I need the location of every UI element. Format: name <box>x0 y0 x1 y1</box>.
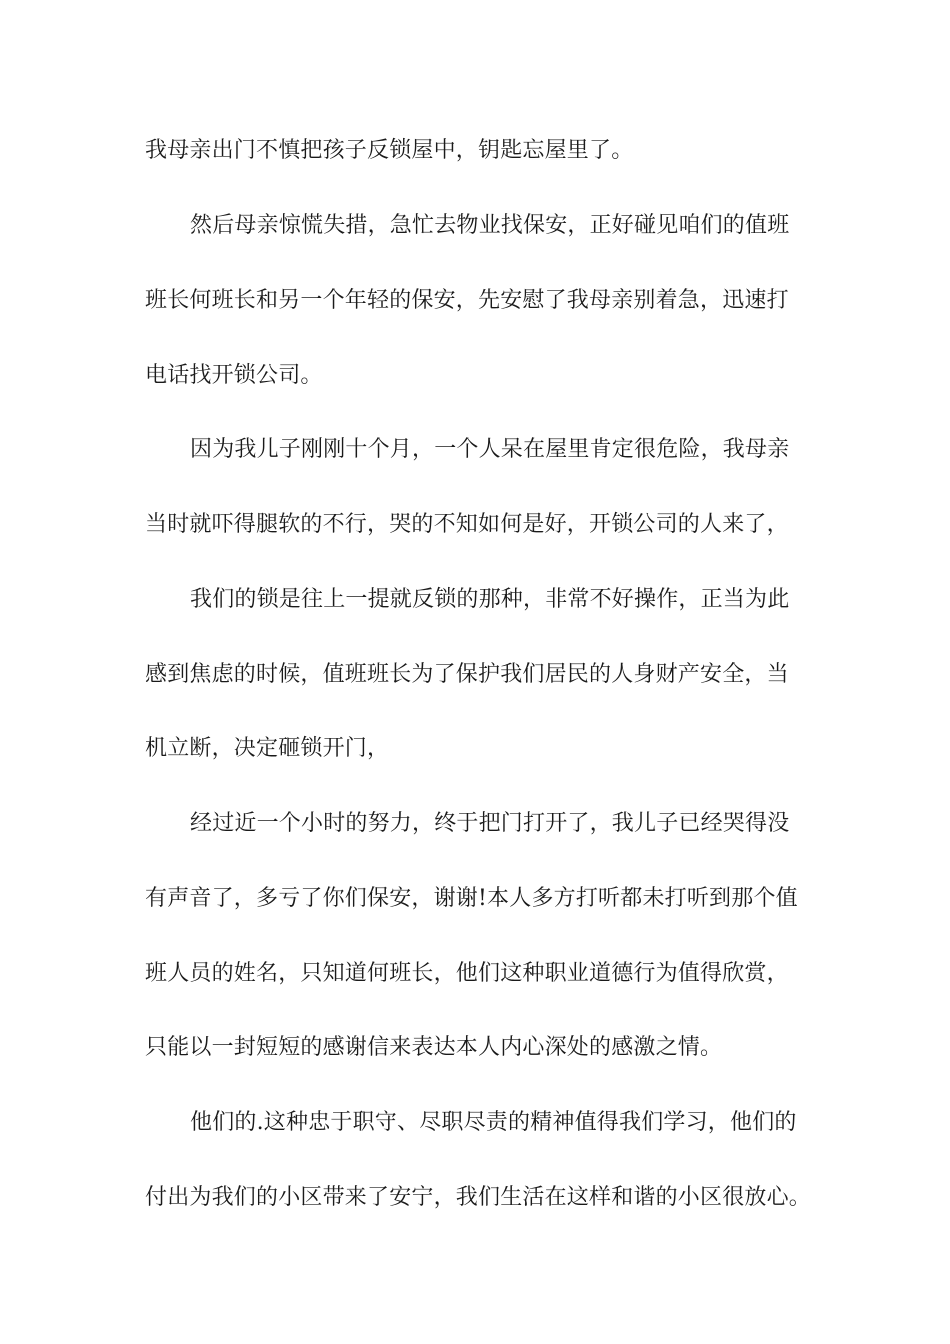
paragraph-line: 班长何班长和另一个年轻的保安，先安慰了我母亲别着急，迅速打 <box>145 288 789 313</box>
paragraph-line: 电话找开锁公司。 <box>145 363 323 388</box>
paragraph-line: 有声音了，多亏了你们保安，谢谢!本人多方打听都未打听到那个值 <box>145 886 798 911</box>
paragraph-line: 感到焦虑的时候，值班班长为了保护我们居民的人身财产安全，当 <box>145 662 789 687</box>
paragraph-line: 当时就吓得腿软的不行，哭的不知如何是好，开锁公司的人来了， <box>145 512 789 537</box>
paragraph-line: 机立断，决定砸锁开门， <box>145 736 390 761</box>
paragraph-line: 因为我儿子刚刚十个月，一个人呆在屋里肯定很危险，我母亲 <box>190 437 790 462</box>
paragraph-line: 我们的锁是往上一提就反锁的那种，非常不好操作，正当为此 <box>190 587 790 612</box>
paragraph-line: 我母亲出门不慎把孩子反锁屋中，钥匙忘屋里了。 <box>145 138 634 163</box>
paragraph-line: 然后母亲惊慌失措，急忙去物业找保安，正好碰见咱们的值班 <box>190 213 790 238</box>
paragraph-line: 只能以一封短短的感谢信来表达本人内心深处的感激之情。 <box>145 1035 723 1060</box>
paragraph-line: 班人员的姓名，只知道何班长，他们这种职业道德行为值得欣赏， <box>145 961 789 986</box>
paragraph-line: 他们的.这种忠于职守、尽职尽责的精神值得我们学习，他们的 <box>190 1110 797 1135</box>
paragraph-line: 付出为我们的小区带来了安宁，我们生活在这样和谐的小区很放心。 <box>145 1185 812 1210</box>
paragraph-line: 经过近一个小时的努力，终于把门打开了，我儿子已经哭得没 <box>190 811 790 836</box>
